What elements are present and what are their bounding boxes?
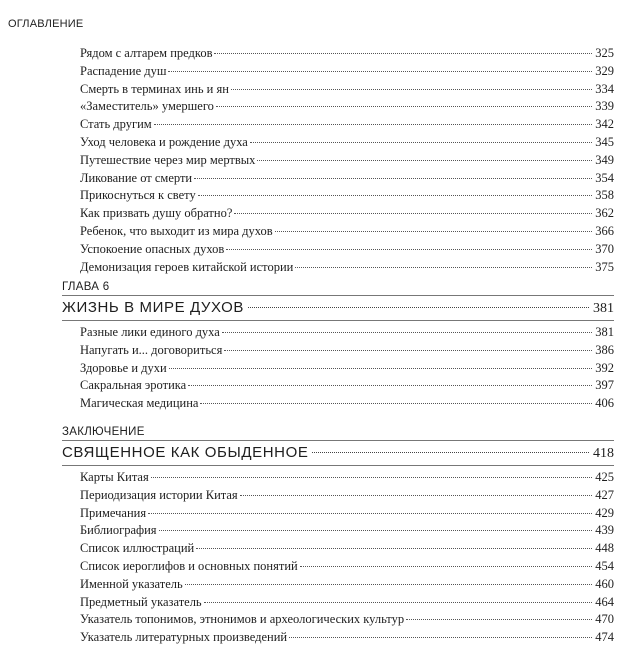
leader-dots (154, 124, 593, 125)
toc-entry[interactable] (80, 63, 614, 81)
leader-dots (148, 513, 592, 514)
entry-page: 454 (595, 558, 614, 573)
chapter-title-row[interactable] (62, 296, 614, 320)
entry-title: «Заместитель» умершего (80, 99, 214, 114)
leader-dots (151, 477, 593, 478)
entry-title: Успокоение опасных духов (80, 241, 225, 256)
toc-entry[interactable] (80, 45, 614, 63)
toc-entry[interactable] (80, 170, 614, 188)
leader-dots (204, 602, 593, 603)
entry-page: 386 (595, 342, 614, 357)
toc-entry[interactable] (80, 558, 614, 576)
leader-dots (216, 106, 592, 107)
chapter-title: СВЯЩЕННОЕ КАК ОБЫДЕННОЕ (62, 444, 309, 461)
toc-entry[interactable] (80, 611, 614, 629)
leader-dots (240, 495, 593, 496)
toc-entry[interactable] (80, 505, 614, 523)
toc-entry[interactable] (80, 469, 614, 487)
chapter-title-row[interactable] (62, 441, 614, 465)
leader-dots (289, 637, 592, 638)
entry-title: Указатель топонимов, этнонимов и археологических культур (80, 612, 405, 627)
entry-page: 381 (595, 325, 614, 339)
entry-page: 464 (595, 594, 614, 609)
leader-dots (257, 160, 592, 161)
toc-entry[interactable] (80, 377, 614, 395)
toc-entry[interactable] (80, 594, 614, 612)
entry-page: 448 (595, 541, 614, 556)
entry-title: Указатель литературных произведений (80, 630, 288, 645)
leader-dots (214, 53, 592, 54)
entry-page: 358 (595, 188, 614, 203)
toc-conclusion (0, 424, 631, 647)
entry-page: 474 (595, 630, 614, 645)
chapter-rule (62, 320, 614, 321)
entry-title: Напугать и... договориться (80, 342, 223, 357)
leader-dots (300, 566, 593, 567)
entry-page: 375 (595, 259, 614, 274)
running-head: ОГЛАВЛЕНИЕ (8, 18, 84, 30)
toc-entry[interactable] (80, 324, 614, 342)
leader-dots (231, 89, 592, 90)
chapter-page: 381 (593, 301, 614, 316)
entry-page: 397 (595, 378, 614, 393)
entry-page: 329 (595, 63, 614, 78)
entry-title: Ликование от смерти (80, 170, 193, 185)
leader-dots (169, 368, 593, 369)
toc-entry[interactable] (80, 241, 614, 259)
leader-dots (275, 231, 593, 232)
entry-page: 342 (595, 117, 614, 132)
entry-title: Здоровье и духи (80, 360, 167, 375)
entry-page: 349 (595, 152, 614, 167)
leader-dots (198, 195, 593, 196)
leader-dots (185, 584, 593, 585)
chapter-label: ЗАКЛЮЧЕНИЕ (62, 426, 145, 438)
leader-dots (250, 142, 592, 143)
toc-chapter-6 (0, 279, 631, 413)
toc-section-continued (0, 45, 631, 276)
leader-dots (295, 267, 592, 268)
entry-page: 429 (595, 505, 614, 520)
toc-entry[interactable] (80, 629, 614, 647)
entry-title: Примечания (80, 505, 147, 520)
leader-dots (188, 385, 592, 386)
leader-dots (200, 403, 592, 404)
entry-page: 406 (595, 396, 614, 411)
leader-dots (196, 548, 592, 549)
leader-dots (226, 249, 592, 250)
toc-entry[interactable] (80, 98, 614, 116)
entry-title: Ребенок, что выходит из мира духов (80, 223, 273, 238)
toc-entry[interactable] (80, 223, 614, 241)
entry-page: 366 (595, 223, 614, 238)
toc-entry[interactable] (80, 395, 614, 413)
entry-page: 370 (595, 241, 614, 256)
toc-entry[interactable] (80, 205, 614, 223)
entry-title: Разные лики единого духа (80, 325, 220, 339)
entry-page: 470 (595, 612, 614, 627)
toc-entry[interactable] (80, 81, 614, 99)
entry-title: Рядом с алтарем предков (80, 46, 213, 60)
entry-title: Прикоснуться к свету (80, 188, 196, 203)
entry-page: 325 (595, 46, 614, 60)
toc-entry[interactable] (80, 187, 614, 205)
entry-title: Карты Китая (80, 470, 149, 484)
entry-page: 439 (595, 523, 614, 538)
entry-title: Предметный указатель (80, 594, 202, 609)
toc-entry[interactable] (80, 522, 614, 540)
entry-title: Библиография (80, 523, 157, 538)
toc-entry[interactable] (80, 487, 614, 505)
entry-title: Магическая медицина (80, 396, 199, 411)
entry-page: 354 (595, 170, 614, 185)
toc-entry[interactable] (80, 342, 614, 360)
leader-dots (234, 213, 592, 214)
entry-title: Как призвать душу обратно? (80, 206, 233, 221)
entry-title: Периодизация истории Китая (80, 487, 238, 502)
entry-title: Именной указатель (80, 576, 183, 591)
leader-dots (312, 452, 589, 453)
entry-page: 339 (595, 99, 614, 114)
entry-page: 460 (595, 576, 614, 591)
chapter-title: ЖИЗНЬ В МИРЕ ДУХОВ (62, 299, 244, 316)
toc-entry[interactable] (80, 134, 614, 152)
entry-title: Список иллюстраций (80, 541, 195, 556)
leader-dots (224, 350, 592, 351)
entry-title: Стать другим (80, 117, 152, 132)
leader-dots (222, 332, 592, 333)
toc-entry[interactable] (80, 360, 614, 378)
leader-dots (194, 178, 592, 179)
leader-dots (406, 619, 592, 620)
leader-dots (248, 307, 589, 308)
leader-dots (159, 530, 593, 531)
toc-entry[interactable] (80, 540, 614, 558)
entry-title: Уход человека и рождение духа (80, 134, 248, 149)
entry-page: 425 (595, 470, 614, 484)
entry-page: 334 (595, 81, 614, 96)
entry-title: Распадение душ (80, 63, 167, 78)
toc-entry[interactable] (80, 259, 614, 277)
toc-entry[interactable] (80, 116, 614, 134)
toc-entry[interactable] (80, 152, 614, 170)
entry-title: Демонизация героев китайской истории (80, 259, 294, 274)
entry-title: Сакральная эротика (80, 378, 187, 393)
leader-dots (168, 71, 592, 72)
entry-page: 362 (595, 206, 614, 221)
entry-page: 345 (595, 134, 614, 149)
chapter-rule (62, 465, 614, 466)
entry-title: Смерть в терминах инь и ян (80, 81, 229, 96)
entry-page: 427 (595, 487, 614, 502)
entry-title: Путешествие через мир мертвых (80, 152, 256, 167)
chapter-page: 418 (593, 446, 614, 461)
entry-title: Список иероглифов и основных понятий (80, 558, 298, 573)
toc-entry[interactable] (80, 576, 614, 594)
entry-page: 392 (595, 360, 614, 375)
chapter-label: ГЛАВА 6 (62, 281, 110, 293)
